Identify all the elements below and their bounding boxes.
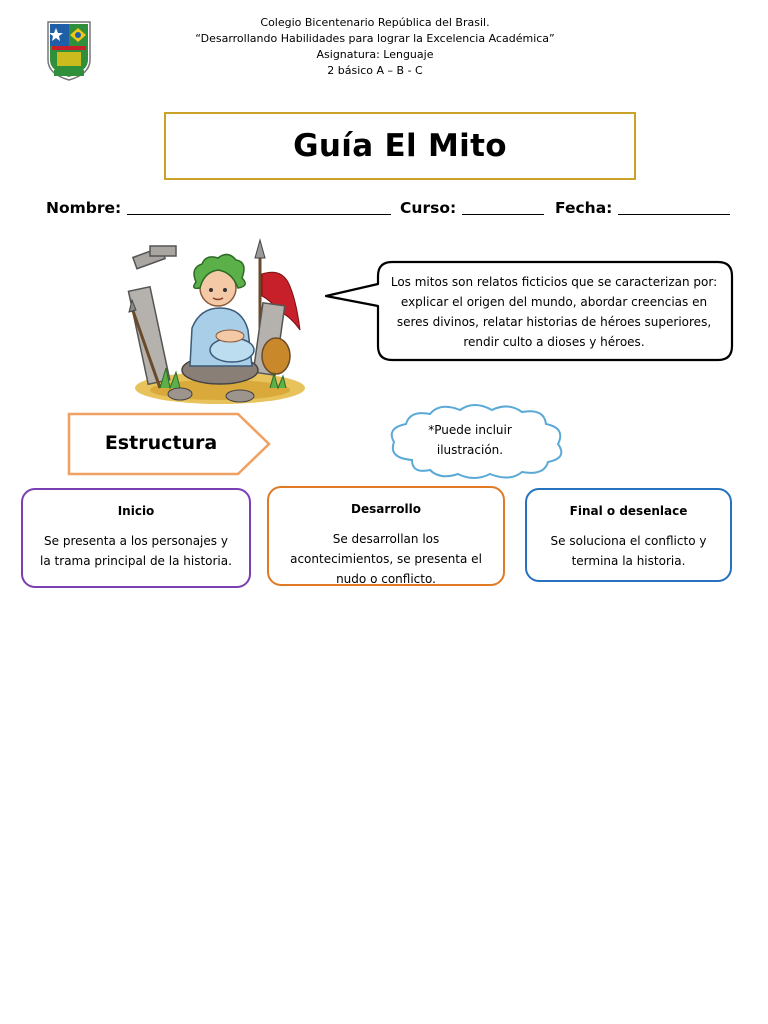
school-name: Colegio Bicentenario República del Brasil. — [260, 16, 490, 29]
desarrollo-card — [267, 486, 505, 586]
fecha-label: Fecha: — [555, 199, 613, 217]
final-body: Se soluciona el conflicto y termina la historia. — [550, 534, 707, 568]
fecha-blank[interactable] — [618, 201, 730, 215]
structure-label: Estructura — [104, 432, 218, 454]
title-box — [164, 112, 636, 180]
school-header — [140, 15, 610, 79]
curso-blank[interactable] — [462, 201, 544, 215]
subject-line: Asignatura: Lenguaje — [316, 48, 434, 61]
school-motto: “Desarrollando Habilidades para lograr la Excelencia Académica” — [195, 32, 555, 45]
myth-definition-text: Los mitos son relatos ficticios que se caracterizan por: explicar el origen del mundo, abordar creencias en seres divinos, relatar historias de héroes superiores, rendir culto a dioses y héroes. — [390, 275, 718, 349]
illustration-note: *Puede incluir ilustración. — [428, 423, 512, 457]
grade-line: 2 básico A – B - C — [327, 64, 423, 77]
final-card — [525, 488, 732, 582]
inicio-card — [21, 488, 251, 588]
inicio-body: Se presenta a los personajes y la trama principal de la historia. — [40, 534, 232, 568]
school-crest-icon — [44, 16, 94, 82]
nombre-blank[interactable] — [127, 201, 391, 215]
nombre-label: Nombre: — [46, 199, 122, 217]
final-title: Final o desenlace — [569, 504, 688, 518]
inicio-title: Inicio — [117, 504, 155, 518]
curso-label: Curso: — [400, 199, 457, 217]
desarrollo-body: Se desarrollan los acontecimientos, se presenta el nudo o conflicto. — [290, 532, 482, 586]
desarrollo-title: Desarrollo — [351, 502, 421, 516]
page-title: Guía El Mito — [293, 128, 507, 164]
medusa-illustration-icon — [120, 238, 310, 408]
student-form-line — [46, 199, 746, 217]
